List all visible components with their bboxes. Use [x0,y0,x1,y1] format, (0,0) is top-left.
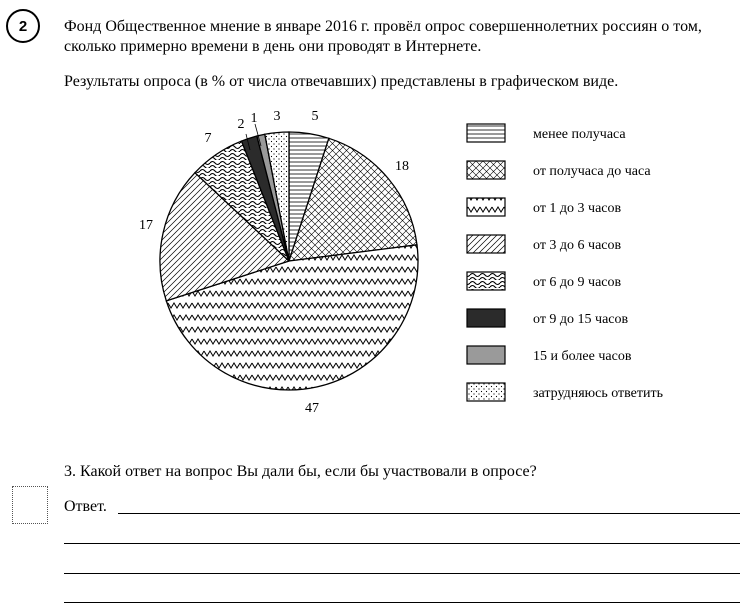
answer-line[interactable] [64,602,740,603]
legend-swatch [467,235,505,253]
legend-swatch [467,383,505,401]
slice-value-label: 7 [204,131,212,146]
task-number-badge: 2 [6,9,40,43]
slice-value-label: 47 [305,401,319,416]
legend-swatch [467,161,505,179]
legend-swatch [467,124,505,142]
legend-swatch [467,309,505,327]
legend-swatch [467,198,505,216]
legend-label: от 1 до 3 часов [533,201,622,216]
legend-label: от 9 до 15 часов [533,312,629,327]
slice-value-label: 1 [250,111,258,126]
slice-value-label: 2 [237,117,245,132]
legend-swatch [467,272,505,290]
intro-text-line-1: Фонд Общественное мнение в январе 2016 г. провёл опрос совершеннолетних россиян о том, [64,18,702,35]
slice-value-label: 5 [311,109,319,124]
answer-line[interactable] [118,513,740,514]
slice-value-label: 3 [273,109,281,124]
intro-text-line-3: Результаты опроса (в % от числа отвечавших) представлены в графическом виде. [64,73,619,90]
answer-line[interactable] [64,543,740,544]
question-3-text: 3. Какой ответ на вопрос Вы дали бы, если бы участвовали в опросе? [64,463,537,480]
legend-label: от 3 до 6 часов [533,238,622,253]
intro-text-line-2: сколько примерно времени в день они проводят в Интернете. [64,38,482,55]
legend-label: затрудняюсь ответить [533,386,664,401]
legend-swatch [467,346,505,364]
legend-label: 15 и более часов [533,349,632,364]
slice-value-label: 18 [395,159,409,174]
legend-label: от 6 до 9 часов [533,275,622,290]
answer-score-box [12,486,48,524]
legend-label: от получаса до часа [533,164,651,179]
answer-line[interactable] [64,573,740,574]
slice-value-label: 17 [139,218,153,233]
answer-label: Ответ. [64,498,107,515]
legend-label: менее получаса [533,127,626,142]
